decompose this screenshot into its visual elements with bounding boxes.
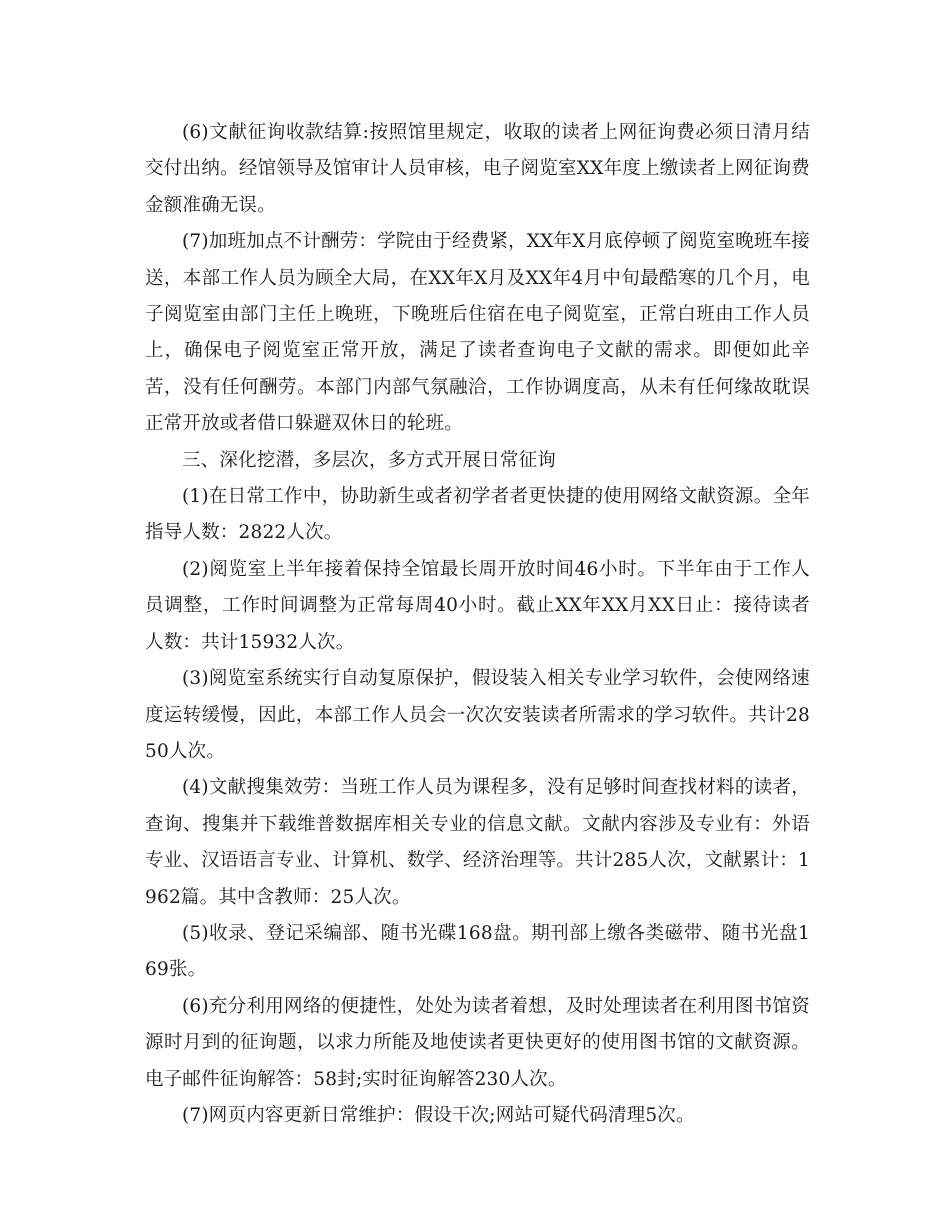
- paragraph-7-overtime: (7)加班加点不计酬劳：学院由于经费紧，XX年X月底停顿了阅览室晚班车接送，本部工作人员为顾全大局，在XX年X月及XX年4月中旬最酷寒的几个月，电子阅览室由部门主任上晚班，下晚班后住宿在电子阅览室，正常白班由工作人员上，确保电子阅览室正常开放，满足了读者查询电子文献的需求。即便如此辛苦，没有任何酬劳。本部门内部气氛融洽，工作协调度高，从未有任何缘故耽误正常开放或者借口躲避双休日的轮班。: [145, 231, 810, 435]
- paragraph-5-disc-registration: (5)收录、登记采编部、随书光碟168盘。期刊部上缴各类磁带、随书光盘169张。: [145, 922, 810, 981]
- paragraph-4-literature-search: (4)文献搜集效劳：当班工作人员为课程多，没有足够时间查找材料的读者，查询、搜集并下载维普数据库相关专业的信息文献。文献内容涉及专业有：外语专业、汉语语言专业、计算机、数学、经济治理等。共计285人次，文献累计：1962篇。其中含教师：25人次。: [145, 777, 810, 908]
- paragraph-3-software-install: (3)阅览室系统实行自动复原保护，假设装入相关专业学习软件，会使网络速度运转缓慢，因此，本部工作人员会一次次安装读者所需求的学习软件。共计2850人次。: [145, 668, 810, 762]
- document-body: [145, 115, 810, 1134]
- section-heading-3: 三、深化挖潜，多层次，多方式开展日常征询: [182, 449, 557, 471]
- paragraph-6-fee-settlement: (6)文献征询收款结算:按照馆里规定，收取的读者上网征询费必须日清月结交付出纳。经馆领导及馆审计人员审核，电子阅览室XX年度上缴读者上网征询费金额准确无误。: [145, 122, 810, 216]
- paragraph-7-web-maintenance: (7)网页内容更新日常维护：假设干次;网站可疑代码清理5次。: [182, 1104, 695, 1126]
- paragraph-1-guidance: (1)在日常工作中，协助新生或者初学者者更快捷的使用网络文献资源。全年指导人数：2822人次。: [145, 486, 810, 544]
- paragraph-6-online-consultation: (6)充分利用网络的便捷性，处处为读者着想，及时处理读者在利用图书馆资源时月到的征询题，以求力所能及地使读者更快更好的使用图书馆的文献资源。电子邮件征询解答：58封;实时征询解答230人次。: [145, 995, 810, 1090]
- paragraph-2-opening-hours: (2)阅览室上半年接着保持全馆最长周开放时间46小时。下半年由于工作人员调整，工作时间调整为正常每周40小时。截止XX年XX月XX日止：接待读者人数：共计15932人次。: [145, 558, 810, 653]
